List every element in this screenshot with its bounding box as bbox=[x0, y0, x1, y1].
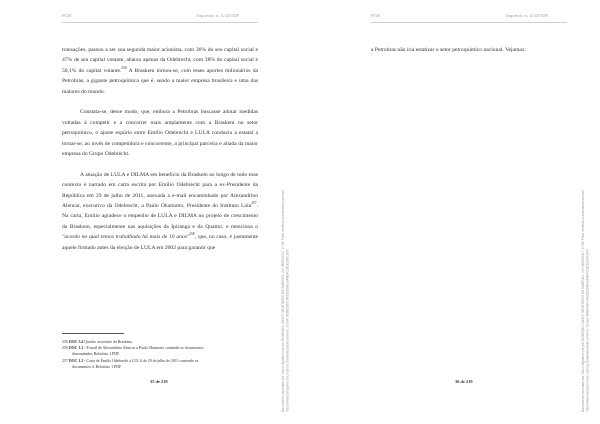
footnote-rule bbox=[62, 333, 124, 334]
footnote: 256 DOC 5.4 Quadro societário da Braskem. bbox=[62, 340, 133, 344]
page-number: 35 de 219 bbox=[150, 379, 168, 384]
header-left: PGR bbox=[62, 13, 72, 18]
paragraph-1: transações, passou a ser sua segunda maior acionista, com 36% do seu capital social e 47% de seu capital votante, abaixo apenas da Odebrecht, com 38% do capital social e 50,1% do capital votante.$^{256}$ A Braskem tornou-se, com esses aportes milionários da Petrobras, a gigante petroquímica que é, sendo a maior empresa brasileira e uma das maiores do mundo. bbox=[62, 47, 258, 95]
header-left: PGR bbox=[371, 13, 381, 18]
paragraph-3: A atuação de LULA e DILMA em benefício da Braskem ao longo de todo esse contexto é narrado em carta escrita por Emílio Odebrecht para a ex-Presidente da República em 29 de julho de 2011, anexada a e-mail encaminhado por Alexandrino Alencar, executivo da Odebrecht, a Paulo Okamotto, Presidente do Instituto Lula$^{257}$. Na carta, Emílio agradece o empenho de LULA e DILMA no projeto de crescimento da Braskem, especialmente nas aquisições da Ipiranga e da Quattor, e menciona o "acordo no qual temos trabalhado há mais de 10 anos"$^{258}$, que, no caso, é justamente aquele firmado antes da eleição de LULA em 2002 para garantir que bbox=[62, 171, 258, 251]
footnote: 256 DOC 1.2 - E-mail de Alexandrino Alencar a Paulo Okamotto contendo os documentos bbox=[62, 346, 204, 351]
footnote-continuation: documentos 4. Relatório 1.PDF bbox=[72, 364, 122, 369]
header-right: Inquérito n. 4.325/DF bbox=[506, 13, 549, 18]
header-right: Inquérito n. 4.325/DF bbox=[197, 13, 240, 18]
footnote-ref: 257 bbox=[251, 201, 257, 206]
left-body bbox=[62, 45, 258, 253]
right-page bbox=[300, 0, 600, 424]
quote: "acordo no qual temos trabalhado há mais de 10 anos" bbox=[62, 234, 190, 241]
header-rule bbox=[371, 22, 567, 23]
footnotes bbox=[62, 339, 258, 370]
page-number: 36 de 219 bbox=[455, 379, 473, 384]
footnote-ref: 256 bbox=[121, 65, 127, 70]
header-rule bbox=[62, 22, 258, 23]
footnote-ref: 258 bbox=[189, 232, 195, 237]
right-body: a Petrobras não iria estatizar o setor petroquímico nacional. Vejamos: bbox=[371, 47, 526, 53]
signature-side-text: Documento assinado via Token digitalmente por RODRIGO JANOT MONTEIRO DE BARROS, em 06/09/2017 17:59. Para verificar a assinatura acesse http://www.transparencia.mpf.mp.br/validacaodocumento. Chave 0D8E09F2.A6CB30AE.8A9B4C3D.E28F1A90 bbox=[581, 190, 590, 412]
signature-side-text: Documento assinado via Token digitalmente por RODRIGO JANOT MONTEIRO DE BARROS, em 06/09/2017 17:59. Para verificar a assinatura acesse http://www.transparencia.mpf.mp.br/validacaodocumento. Chave 0D8E09F2.A6CB30AE.8A9B4C3D.E28F1A90 bbox=[281, 190, 290, 412]
footnote-continuation: denominados Relatório 1.PDF. bbox=[72, 352, 120, 357]
paragraph-2: Constata-se, desse modo, que, embora a Petrobras buscasse adotar medidas voltadas à competir e a concorrer mais amplamente com a Braskem no setor petroquímico, o ajuste espúrio entre Emílio Odebrecht e LULA conduziu a estatal a tornar-se, ao invés de competidora e concorrente, a principal parceira e aliada da maior empresa do Grupo Odebrecht. bbox=[62, 109, 258, 158]
footnote: 257 DOC 1.2 - Carta de Emílio Odebrecht a LULA de 29 de julho de 2011 contendo os bbox=[62, 358, 199, 363]
